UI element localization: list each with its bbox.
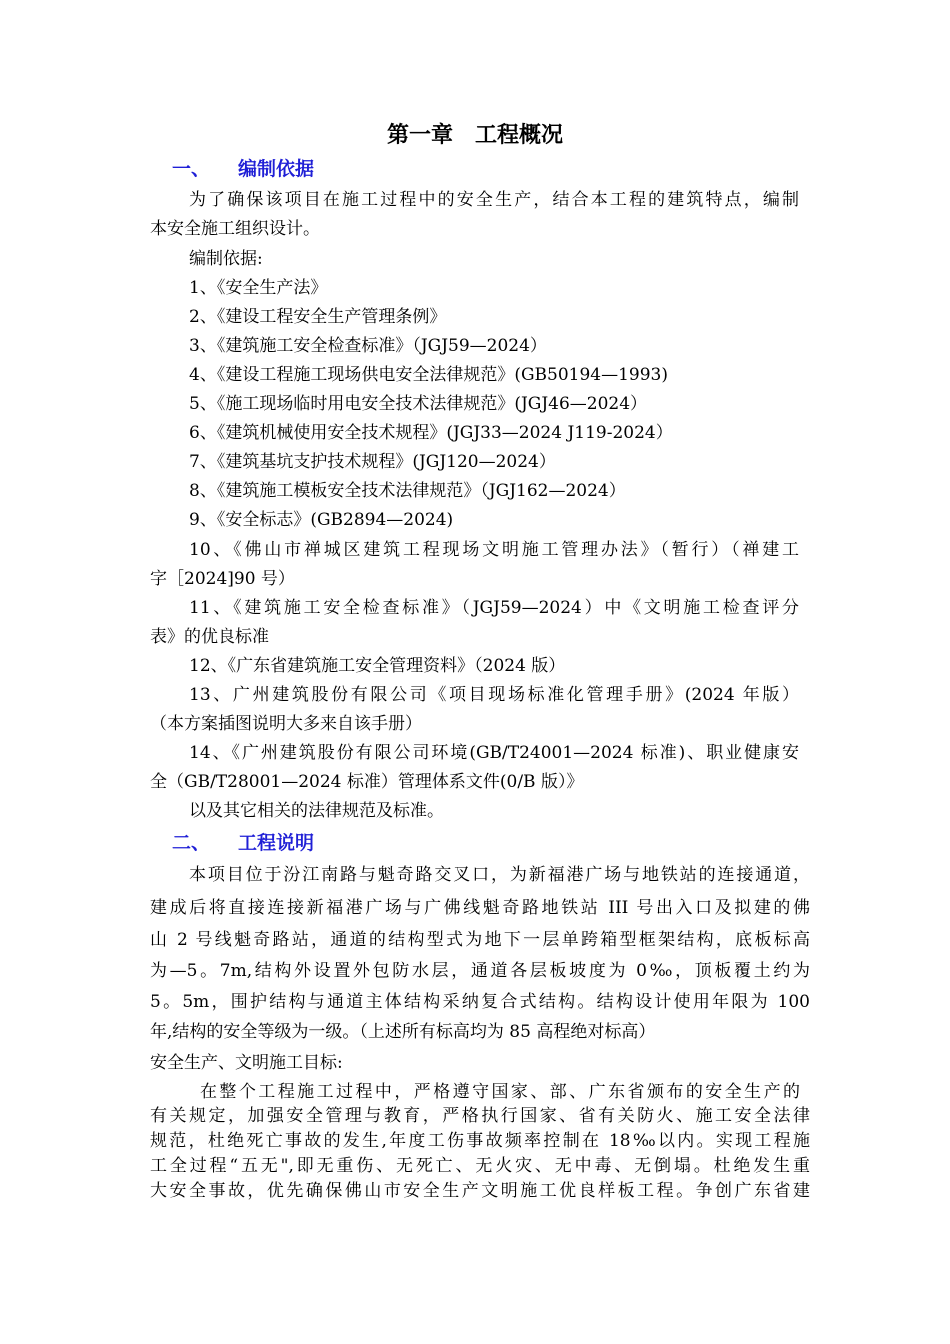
chapter-title: 第一章 工程概况 — [386, 123, 563, 148]
paragraph-line: 有关规定，加强安全管理与教育，严格执行国家、省有关防火、施工安全法律 — [150, 1106, 810, 1126]
section-title: 编制依据 — [238, 158, 315, 180]
list-item-continuation: 全（GB/T28001—2024 标准）管理体系文件(0/B 版）》 — [150, 772, 584, 792]
paragraph-line: 为了确保该项目在施工过程中的安全生产，结合本工程的建筑特点，编制 — [189, 190, 799, 210]
list-item: 2、《建设工程安全生产管理条例》 — [189, 307, 447, 327]
section-title: 工程说明 — [238, 832, 315, 854]
paragraph-line: 本安全施工组织设计。 — [150, 219, 320, 239]
list-item-continuation: （本方案插图说明大多来自该手册） — [150, 714, 422, 734]
paragraph-line: 5。5m，围护结构与通道主体结构采纳复合式结构。结构设计使用年限为 100 — [150, 992, 810, 1012]
list-item: 12、《广东省建筑施工安全管理资料》（2024 版） — [189, 656, 566, 676]
list-item: 11、《建筑施工安全检查标准》（JGJ59—2024）中《文明施工检查评分 — [189, 598, 799, 618]
list-item: 14、《广州建筑股份有限公司环境(GB/T24001—2024 标准)、职业健康安 — [189, 743, 799, 763]
paragraph-line: 规范，杜绝死亡事故的发生,年度工伤事故频率控制在 18‰以内。实现工程施 — [150, 1131, 810, 1151]
list-item: 1、《安全生产法》 — [189, 278, 328, 298]
paragraph-line: 本项目位于汾江南路与魁奇路交叉口，为新福港广场与地铁站的连接通道， — [189, 865, 810, 885]
list-item-continuation: 表》的优良标准 — [150, 627, 269, 647]
list-item: 13、广州建筑股份有限公司《项目现场标准化管理手册》(2024 年版） — [189, 685, 799, 705]
list-item: 7、《建筑基坑支护技术规程》(JGJ120—2024） — [189, 452, 556, 472]
list-item: 4、《建设工程施工现场供电安全法律规范》(GB50194—1993) — [189, 365, 668, 385]
list-item: 6、《建筑机械使用安全技术规程》(JGJ33—2024 J119-2024） — [189, 423, 673, 443]
paragraph-line: 在整个工程施工过程中，严格遵守国家、部、广东省颁布的安全生产的 — [200, 1082, 800, 1102]
paragraph-line: 建成后将直接连接新福港广场与广佛线魁奇路地铁站 III 号出入口及拟建的佛 — [150, 898, 810, 918]
goal-label: 安全生产、文明施工目标: — [150, 1053, 343, 1073]
list-item: 10、《佛山市禅城区建筑工程现场文明施工管理办法》（暂行）（禅建工 — [189, 540, 799, 560]
section-heading-basis — [172, 155, 314, 183]
paragraph-line: 山 2 号线魁奇路站，通道的结构型式为地下一层单跨箱型框架结构，底板标高 — [150, 930, 810, 950]
section-number: 二、 — [172, 832, 211, 854]
paragraph-line: 工全过程“五无",即无重伤、无死亡、无火灾、无中毒、无倒塌。杜绝发生重 — [150, 1156, 810, 1176]
list-item: 9、《安全标志》(GB2894—2024) — [189, 510, 454, 530]
basis-label: 编制依据: — [189, 249, 263, 269]
paragraph-line: 大安全事故，优先确保佛山市安全生产文明施工优良样板工程。争创广东省建 — [150, 1181, 810, 1201]
list-item-continuation: 字［2024]90 号） — [150, 569, 295, 589]
section-number: 一、 — [172, 158, 211, 180]
list-item: 5、《施工现场临时用电安全技术法律规范》(JGJ46—2024） — [189, 394, 648, 414]
section-heading-project — [172, 829, 314, 857]
paragraph-line: 为—5。7m,结构外设置外包防水层，通道各层板坡度为 0‰，顶板覆土约为 — [150, 961, 810, 981]
list-item: 8、《建筑施工模板安全技术法律规范》（JGJ162—2024） — [189, 481, 626, 501]
list-item: 3、《建筑施工安全检查标准》（JGJ59—2024） — [189, 336, 547, 356]
closing-line: 以及其它相关的法律规范及标准。 — [189, 801, 444, 821]
paragraph-line: 年,结构的安全等级为一级。（上述所有标高均为 85 高程绝对标高） — [150, 1022, 656, 1042]
